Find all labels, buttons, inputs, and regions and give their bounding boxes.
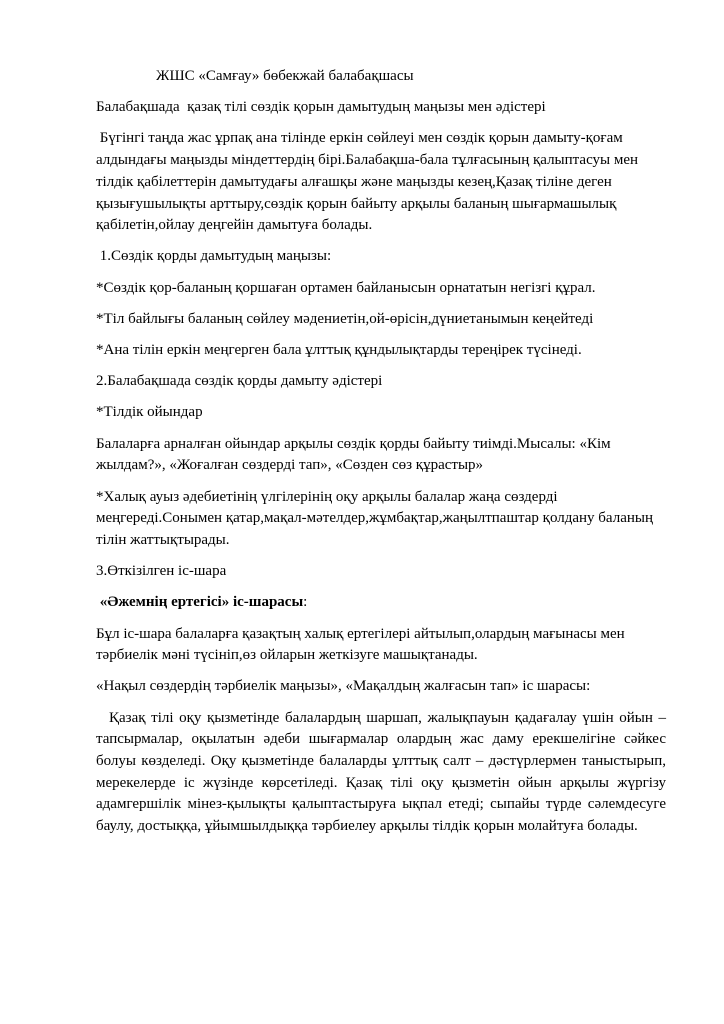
event1-title-bold-text: «Әжемнің ертегісі» іс-шарасы	[96, 594, 304, 611]
games-paragraph: Балаларға арналған ойындар арқылы сөздік қорды байыту тиімді.Мысалы: «Кім жылдам?», «Жоғалған сөздерді тап», «Сөзден сөз құрастыр»	[96, 435, 615, 474]
document-subtitle: Балабақшада қазақ тілі сөздік қорын дамытудың маңызы мен әдістері	[96, 99, 546, 116]
document-title: ЖШС «Самғау» бөбекжай балабақшасы	[156, 68, 414, 84]
bullet-language-richness: *Тіл байлығы баланың сөйлеу мәдениетін,ой-өрісін,дүниетанымын кеңейтеді	[96, 310, 594, 327]
event1-title	[96, 592, 666, 614]
event1-title-colon: :	[303, 594, 308, 611]
bullet-vocab-tool: *Сөздік қор-баланың қоршаған ортамен байланысын орнататын негізгі құрал.	[96, 279, 596, 296]
folklore-paragraph: *Халық ауыз әдебиетінің үлгілерінің оқу арқылы балалар жаңа сөздерді меңгереді.Сонымен қатар,мақал-мәтелдер,жұмбақтар,жаңылтпаштар қолдану баланың тілін жаттықтырады.	[96, 488, 657, 548]
event1-description: Бұл іс-шара балаларға қазақтың халық ертегілері айтылып,олардың мағынасы мен тәрбиелік мәні түсініп,өз ойларын жеткізуге машықтанады.	[96, 625, 629, 664]
bullet-language-games: *Тілдік ойындар	[96, 404, 203, 421]
event2-description: Қазақ тілі оқу қызметінде балалардың шаршап, жалықпауын қадағалау үшін ойын – тапсырмалар, оқылатын әдеби шығармалар олардың жас даму ерекшелігіне сәйкес болуы көзделеді. Оқу қызметінде балаларды ұлттық салт – дәстүрлермен таныстырып, мерекелерде іс жүзінде көрсетіледі. Қазақ тілі оқу қызметін ойын арқылы жүргізу адамгершілік мінез-қылықты қалыптастыруға ықпал етеді; сыпайы түрде сәлемдесуге баулу, достыққа, ұйымшылдыққа тәрбиелеу арқылы тілдік қорын молайтуға болады.	[96, 709, 670, 835]
bullet-native-language: *Ана тілін еркін меңгерген бала ұлттық құндылықтарды тереңірек түсінеді.	[96, 342, 582, 359]
section3-heading: 3.Өткізілген іс-шара	[96, 563, 227, 580]
intro-paragraph: Бүгінгі таңда жас ұрпақ ана тілінде еркін сөйлеуі мен сөздік қорын дамыту-қоғам алдындағы маңызды міндеттердің бірі.Балабақша-бала тұлғасының қалыптасуы мен тілдік қабілеттерін дамытудағы алғашқы және маңызды кезең,Қазақ тіліне деген қызығушылықты арттыру,сөздік қорын байыту арқылы баланың шығармашылық қабілетін,ойлау деңгейін дамытуға болады.	[96, 130, 642, 234]
section2-heading: 2.Балабақшада сөздік қорды дамыту әдістері	[96, 373, 383, 390]
event2-title: «Нақыл сөздердің тәрбиелік маңызы», «Мақалдың жалғасын тап» іс шарасы:	[96, 678, 591, 695]
section1-heading: 1.Сөздік қорды дамытудың маңызы:	[96, 248, 332, 265]
